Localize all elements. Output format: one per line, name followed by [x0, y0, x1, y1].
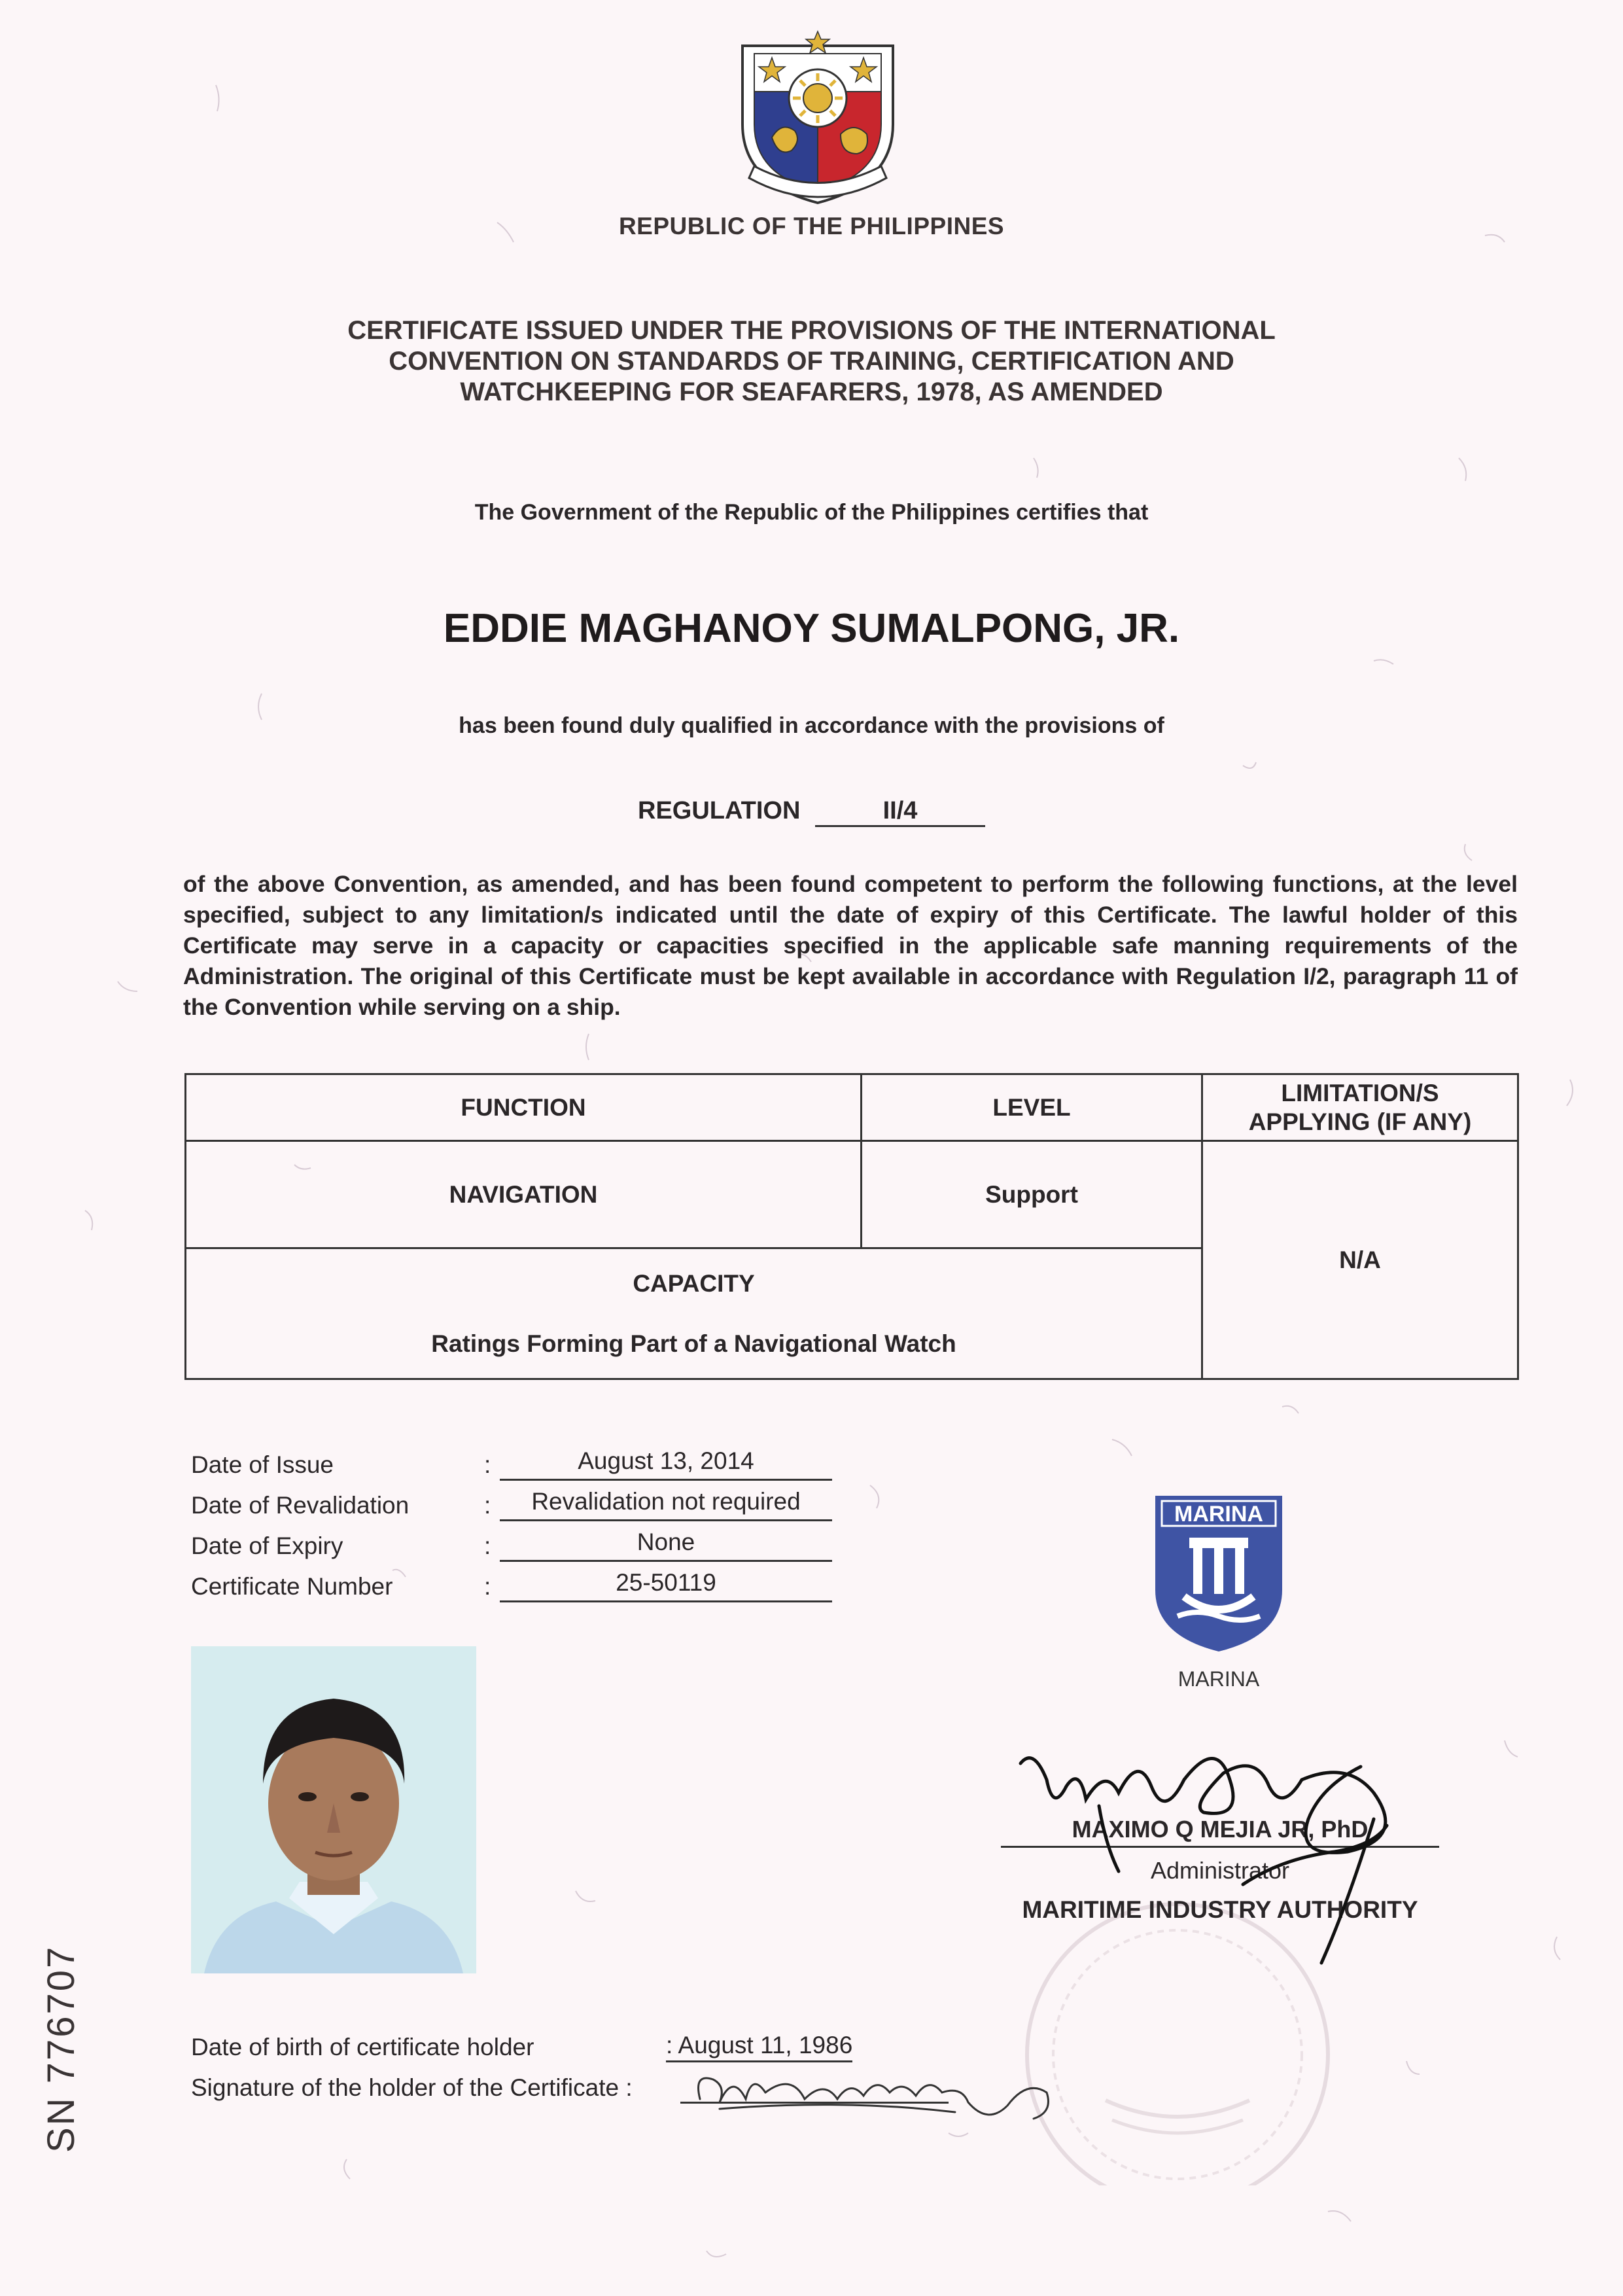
limitation-value: N/A: [1202, 1141, 1518, 1379]
philippine-coat-of-arms-icon: [736, 26, 899, 209]
info-label: Date of Expiry: [191, 1532, 343, 1559]
heading-line: WATCHKEEPING FOR SEAFARERS, 1978, AS AMENDED: [460, 378, 1163, 406]
colon: :: [484, 1492, 491, 1519]
holder-signature-label: Signature of the holder of the Certificate :: [191, 2074, 633, 2101]
table-row: [186, 1141, 1518, 1248]
marina-logo-text: MARINA: [1174, 1502, 1263, 1527]
heading-line: CONVENTION ON STANDARDS OF TRAINING, CERTIFICATION AND: [389, 347, 1234, 376]
limitation-header: [1202, 1074, 1518, 1141]
capacity-label: CAPACITY: [633, 1269, 755, 1297]
function-header: FUNCTION: [186, 1074, 862, 1141]
certifies-text: The Government of the Republic of the Philippines certifies that: [474, 500, 1149, 525]
info-label: Date of Issue: [191, 1451, 334, 1478]
level-value: Support: [862, 1141, 1202, 1248]
regulation-label: REGULATION: [638, 797, 801, 824]
limitation-header-line: APPLYING (IF ANY): [1248, 1108, 1472, 1135]
table-header-row: [186, 1074, 1518, 1141]
date-of-expiry-value: None: [500, 1528, 832, 1562]
dob-label: Date of birth of certificate holder: [191, 2034, 534, 2060]
marina-logo-icon: [1151, 1492, 1286, 1655]
colon: :: [484, 1451, 491, 1478]
signatory-name: MAXIMO Q MEJIA JR, PhD: [1001, 1816, 1439, 1848]
level-header: LEVEL: [862, 1074, 1202, 1141]
date-of-issue-value: August 13, 2014: [500, 1447, 832, 1481]
regulation-line: [0, 797, 1623, 827]
certificate-number-value: 25-50119: [500, 1569, 832, 1602]
country-title: REPUBLIC OF THE PHILIPPINES: [618, 213, 1005, 239]
body-paragraph: of the above Convention, as amended, and has been found competent to perform the following functions, at the level specified, subject to any limitation/s indicated until the date of expiry of this Certificate. The lawful holder of this Certificate may serve in a capacity or capacities specified in the applicable safe manning requirements of the Administration. The original of this Certificate must be kept available in accordance with Regulation I/2, paragraph 11 of the Convention while serving on a ship.: [183, 871, 1518, 1020]
capacity-cell: [186, 1248, 1202, 1379]
holder-photo: [191, 1646, 476, 1973]
qualified-text: has been found duly qualified in accordance with the provisions of: [459, 713, 1164, 738]
limitation-header-line: LIMITATION/S: [1281, 1079, 1439, 1106]
dob-value: : August 11, 1986: [666, 2032, 852, 2062]
info-label: Date of Revalidation: [191, 1492, 410, 1519]
signatory-agency: MARITIME INDUSTRY AUTHORITY: [1022, 1896, 1418, 1923]
signatory-title: Administrator: [1150, 1857, 1290, 1884]
marina-caption: MARINA: [1178, 1667, 1260, 1691]
heading-line: CERTIFICATE ISSUED UNDER THE PROVISIONS OF THE INTERNATIONAL: [347, 316, 1276, 345]
colon: :: [484, 1532, 491, 1559]
regulation-value: II/4: [815, 797, 985, 827]
certificate-heading: [0, 315, 1623, 408]
holder-signature-icon: [680, 2053, 1073, 2125]
holder-name: EDDIE MAGHANOY SUMALPONG, JR.: [443, 606, 1180, 651]
colon: :: [484, 1573, 491, 1600]
date-of-revalidation-value: Revalidation not required: [500, 1488, 832, 1521]
capacity-value: Ratings Forming Part of a Navigational Watch: [431, 1330, 956, 1357]
function-value: NAVIGATION: [186, 1141, 862, 1248]
serial-number: SN 776707: [40, 1945, 82, 2153]
functions-table: [184, 1073, 1519, 1380]
info-label: Certificate Number: [191, 1573, 393, 1600]
portrait-image: [191, 1646, 476, 1973]
administrator-signature-icon: [1007, 1740, 1439, 1976]
